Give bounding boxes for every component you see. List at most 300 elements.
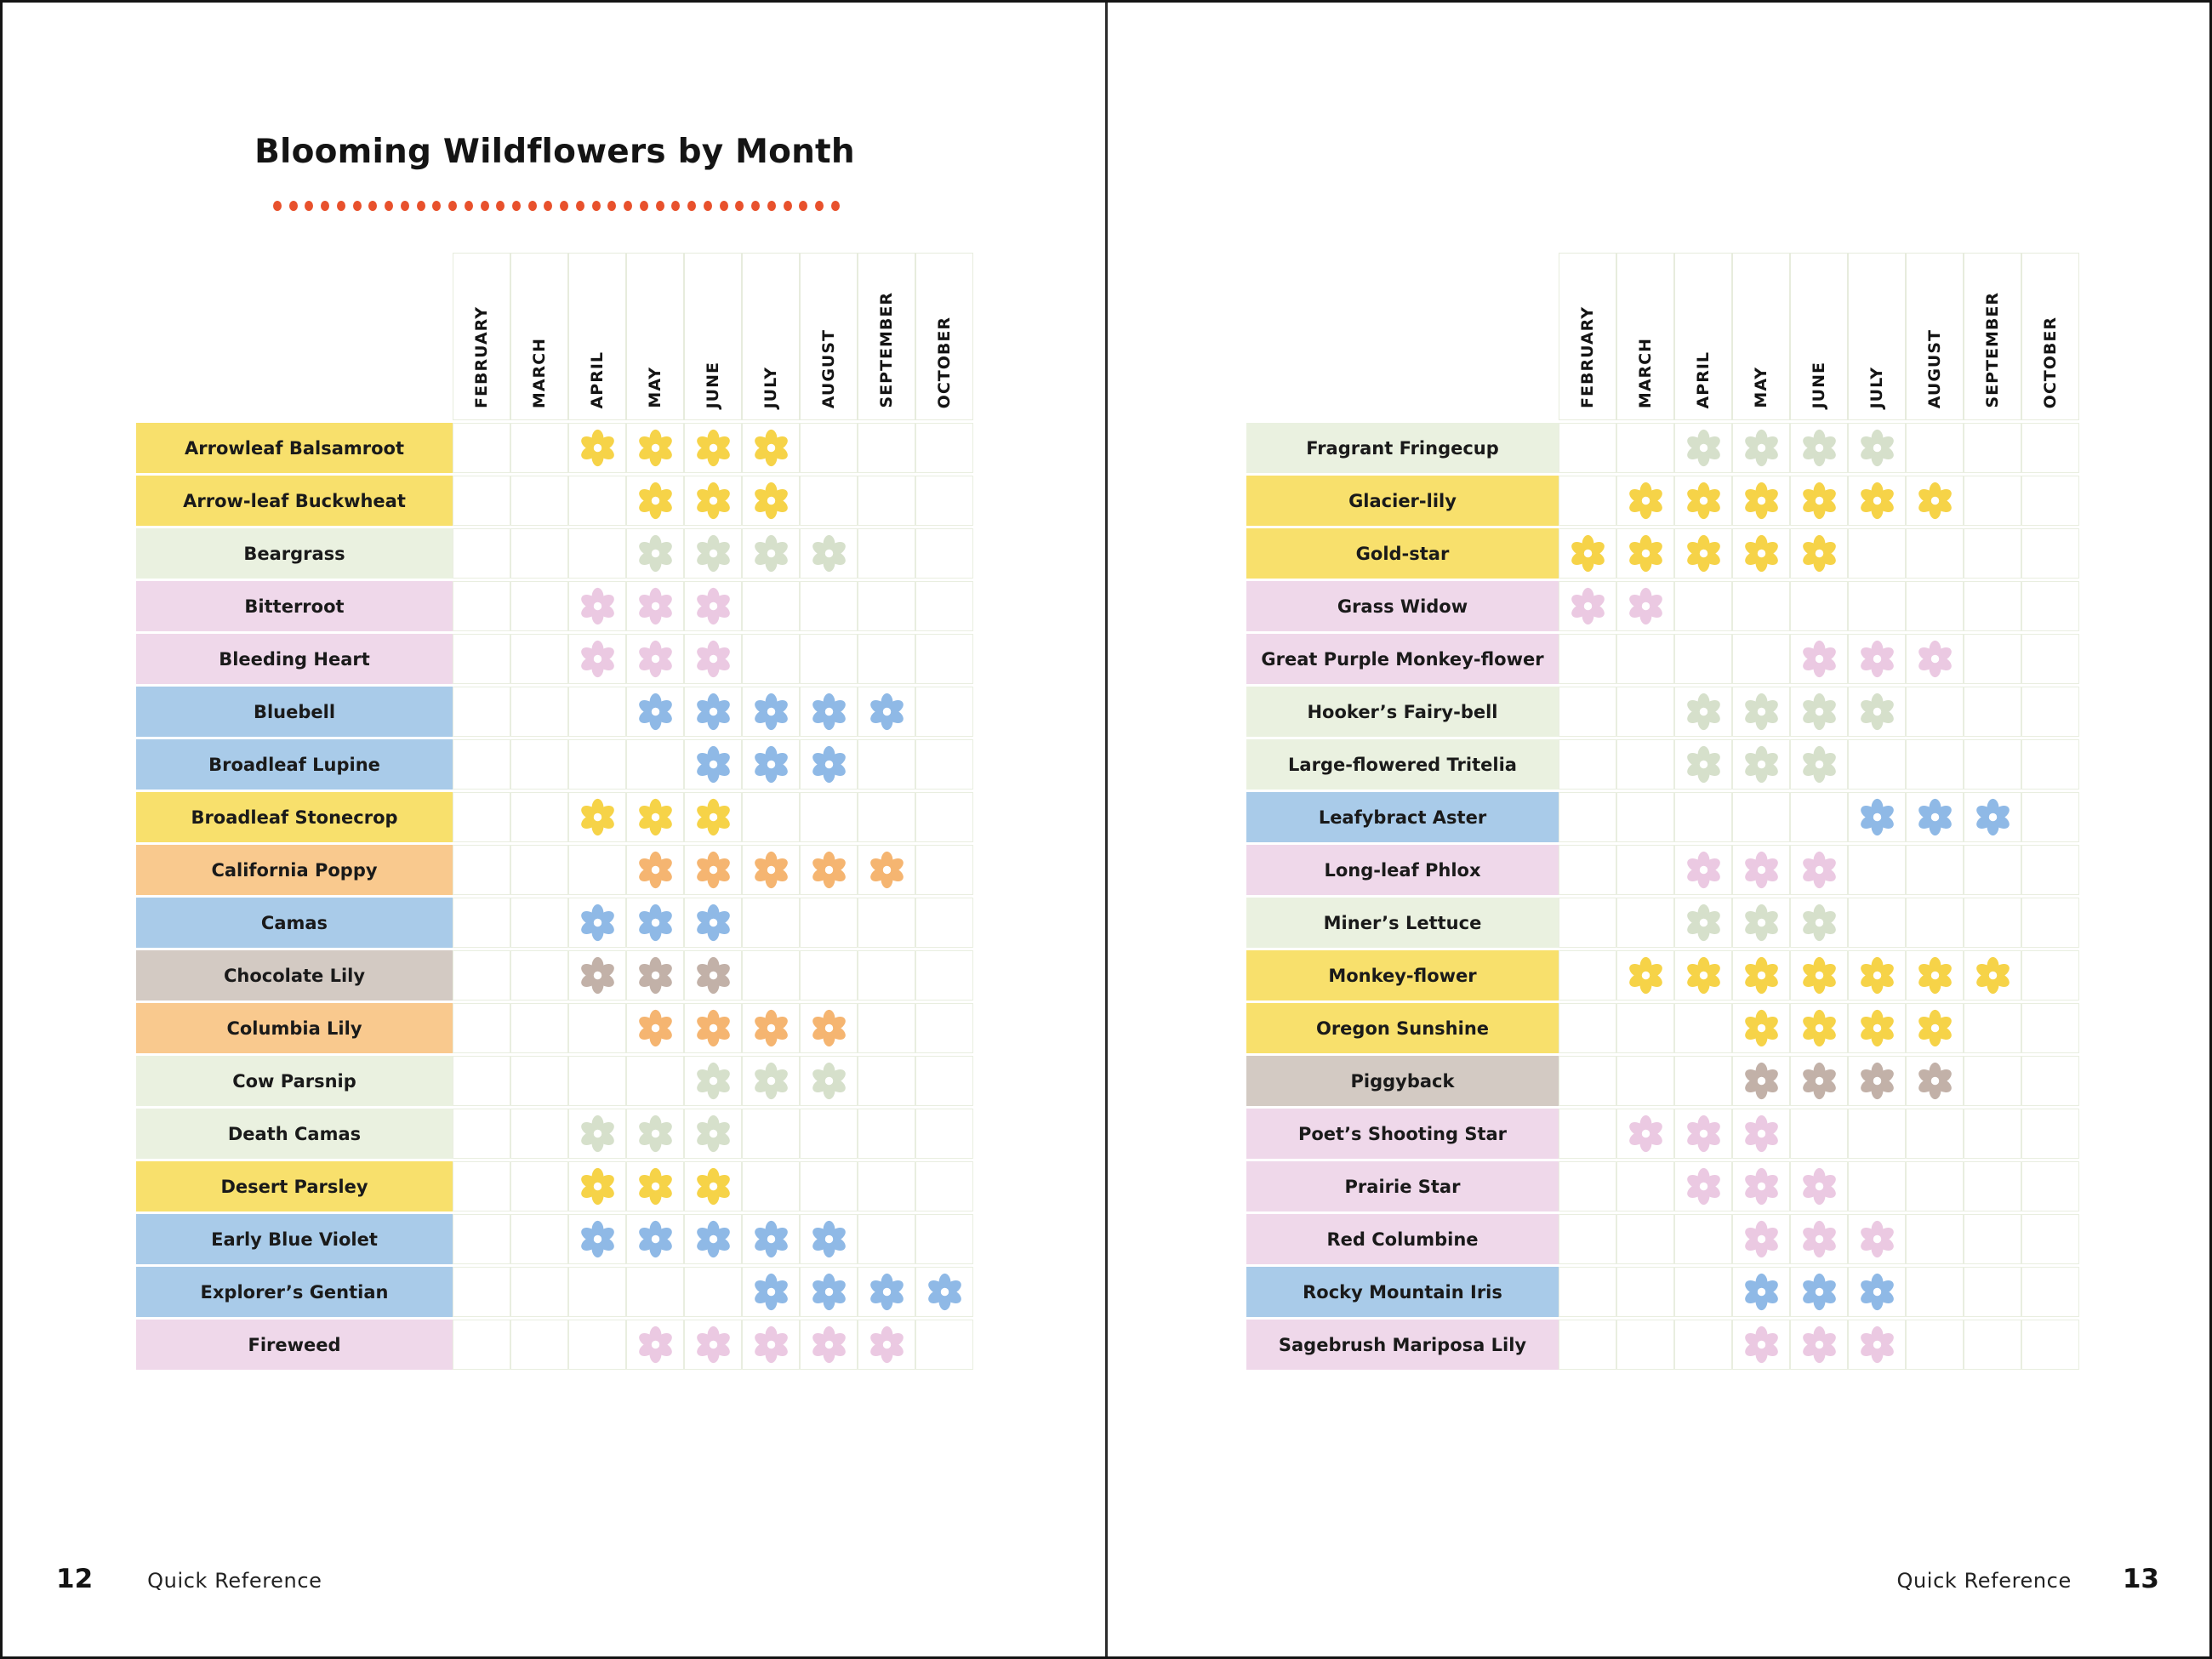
footer-right [1897, 1564, 2160, 1594]
month-label: JUNE [1810, 361, 1828, 408]
bloom-cell [858, 739, 915, 790]
bloom-cell [510, 1109, 568, 1159]
bloom-cell [1732, 581, 1790, 631]
flower-icon [694, 693, 733, 731]
month-column-header [1790, 253, 1848, 420]
flower-icon [810, 1220, 848, 1258]
month-label: AUGUST [819, 328, 838, 408]
flower-icon [1974, 956, 2012, 995]
flower-icon [1916, 1009, 1954, 1047]
table-header-corner [136, 253, 453, 420]
flower-icon [694, 1062, 733, 1100]
bloom-cell [626, 898, 684, 948]
flower-icon [1800, 1273, 1839, 1311]
bloom-cell [684, 1003, 742, 1053]
bloom-cell [1790, 1056, 1848, 1106]
flower-icon [1685, 745, 1723, 784]
flower-icon [1742, 851, 1781, 889]
bloom-cell [915, 476, 973, 526]
bloom-cell [568, 1161, 626, 1211]
bloom-cell [510, 581, 568, 631]
flower-icon [810, 534, 848, 573]
bloom-cell [626, 845, 684, 895]
bloom-cell [568, 1214, 626, 1264]
bloom-cell [1906, 476, 1964, 526]
bloom-cell [1848, 1267, 1906, 1317]
accent-dot [735, 201, 744, 211]
bloom-cell [800, 1267, 858, 1317]
bloom-cell [1906, 950, 1964, 1001]
flower-name-label: Arrow-leaf Buckwheat [136, 476, 453, 526]
flower-icon [752, 1009, 790, 1047]
bloom-cell [742, 1320, 800, 1370]
bloom-cell [800, 1320, 858, 1370]
flower-icon [1800, 640, 1839, 678]
flower-icon [1858, 1009, 1896, 1047]
bloom-cell [742, 581, 800, 631]
flower-name-label: Hooker’s Fairy-bell [1246, 687, 1559, 737]
bloom-cell [858, 792, 915, 842]
flower-icon [1742, 1115, 1781, 1153]
bloom-cell [1848, 1214, 1906, 1264]
flower-icon [752, 745, 790, 784]
bloom-cell [1906, 898, 1964, 948]
bloom-cell [800, 423, 858, 473]
bloom-cell [1732, 792, 1790, 842]
flower-icon [1742, 904, 1781, 942]
bloom-cell [1964, 950, 2021, 1001]
bloom-cell [1732, 898, 1790, 948]
bloom-cell [1732, 1056, 1790, 1106]
bloom-cell [568, 528, 626, 579]
flower-icon [636, 534, 675, 573]
flower-icon [579, 640, 617, 678]
bloom-cell [1790, 528, 1848, 579]
bloom-cell [1732, 950, 1790, 1001]
bloom-cell [1790, 845, 1848, 895]
bloom-cell [684, 792, 742, 842]
flower-name-label: Poet’s Shooting Star [1246, 1109, 1559, 1159]
bloom-cell [1964, 1003, 2021, 1053]
bloom-cell [568, 634, 626, 684]
accent-dot [368, 201, 377, 211]
month-column-header [626, 253, 684, 420]
bloom-cell [684, 423, 742, 473]
accent-dot [720, 201, 728, 211]
bloom-cell [800, 845, 858, 895]
flower-name-label: Rocky Mountain Iris [1246, 1267, 1559, 1317]
flower-icon [1800, 1062, 1839, 1100]
flower-icon [636, 904, 675, 942]
flower-icon [1742, 1167, 1781, 1206]
flower-icon [1800, 1009, 1839, 1047]
flower-icon [694, 482, 733, 520]
accent-dot [560, 201, 568, 211]
accent-dot [305, 201, 313, 211]
page-number-right: 13 [2122, 1564, 2159, 1594]
bloom-cell [453, 1109, 510, 1159]
month-column-header [684, 253, 742, 420]
bloom-cell [1790, 634, 1848, 684]
accent-dot [704, 201, 712, 211]
bloom-cell [453, 423, 510, 473]
flower-icon [810, 1062, 848, 1100]
bloom-cell [510, 1003, 568, 1053]
flower-icon [926, 1273, 964, 1311]
bloom-cell [1964, 739, 2021, 790]
bloom-cell [2021, 1161, 2079, 1211]
bloom-cell [684, 739, 742, 790]
accent-dot [671, 201, 680, 211]
flower-icon [1858, 482, 1896, 520]
flower-icon [1627, 482, 1665, 520]
accent-dot [784, 201, 792, 211]
flower-icon [694, 429, 733, 467]
month-column-header [800, 253, 858, 420]
bloom-cell [568, 581, 626, 631]
flower-name-label: Leafybract Aster [1246, 792, 1559, 842]
bloom-cell [1964, 1214, 2021, 1264]
bloom-cell [2021, 476, 2079, 526]
flower-icon [1742, 1220, 1781, 1258]
flower-icon [1685, 1115, 1723, 1153]
bloom-cell [1616, 476, 1674, 526]
flower-icon [1685, 429, 1723, 467]
bloom-cell [510, 687, 568, 737]
bloom-cell [1964, 634, 2021, 684]
bloom-cell [684, 1161, 742, 1211]
page-gutter-divider [1105, 0, 1108, 1659]
bloom-cell [1790, 581, 1848, 631]
bloom-cell [684, 476, 742, 526]
bloom-cell [453, 1003, 510, 1053]
bloom-cell [1790, 476, 1848, 526]
bloom-cell [568, 423, 626, 473]
flower-icon [1685, 693, 1723, 731]
bloom-cell [1732, 528, 1790, 579]
flower-name-label: Bitterroot [136, 581, 453, 631]
flower-icon [694, 534, 733, 573]
flower-icon [1858, 798, 1896, 836]
bloom-cell [1616, 1109, 1674, 1159]
bloom-cell [1616, 1161, 1674, 1211]
flower-icon [694, 587, 733, 625]
bloom-cell [2021, 528, 2079, 579]
flower-icon [579, 798, 617, 836]
bloom-cell [510, 845, 568, 895]
bloom-cell [1674, 1056, 1732, 1106]
flower-icon [1742, 956, 1781, 995]
bloom-cell [2021, 950, 2079, 1001]
flower-icon [579, 956, 617, 995]
bloom-cell [626, 739, 684, 790]
flower-icon [1742, 534, 1781, 573]
flower-icon [752, 482, 790, 520]
bloom-cell [1906, 528, 1964, 579]
bloom-cell [1848, 423, 1906, 473]
month-column-header [742, 253, 800, 420]
bloom-cell [568, 1109, 626, 1159]
flower-icon [636, 587, 675, 625]
bloom-cell [1848, 1003, 1906, 1053]
bloom-cell [742, 528, 800, 579]
bloom-cell [453, 1214, 510, 1264]
bloom-cell [626, 528, 684, 579]
month-column-header [858, 253, 915, 420]
flower-icon [694, 1220, 733, 1258]
flower-icon [810, 745, 848, 784]
bloom-cell [1674, 1161, 1732, 1211]
bloom-cell [568, 739, 626, 790]
bloom-cell [1616, 1214, 1674, 1264]
bloom-cell [915, 1056, 973, 1106]
bloom-cell [1559, 1267, 1616, 1317]
bloom-cell [742, 950, 800, 1001]
bloom-cell [684, 1267, 742, 1317]
flower-icon [1569, 587, 1607, 625]
bloom-cell [684, 1214, 742, 1264]
bloom-cell [453, 739, 510, 790]
flower-icon [579, 587, 617, 625]
bloom-cell [858, 950, 915, 1001]
flower-icon [1800, 429, 1839, 467]
bloom-cell [915, 1109, 973, 1159]
flower-icon [1916, 482, 1954, 520]
bloom-cell [510, 1320, 568, 1370]
flower-name-label: Long-leaf Phlox [1246, 845, 1559, 895]
bloom-cell [1964, 845, 2021, 895]
flower-name-label: Chocolate Lily [136, 950, 453, 1001]
flower-icon [752, 534, 790, 573]
bloom-cell [453, 581, 510, 631]
flower-icon [752, 1062, 790, 1100]
flower-icon [636, 693, 675, 731]
table-header-corner [1246, 253, 1559, 420]
month-column-header [915, 253, 973, 420]
bloom-cell [858, 845, 915, 895]
bloom-cell [858, 1109, 915, 1159]
accent-dot [289, 201, 298, 211]
accent-dot [815, 201, 824, 211]
bloom-cell [1559, 634, 1616, 684]
bloom-cell [626, 687, 684, 737]
bloom-cell [453, 1056, 510, 1106]
accent-dot [607, 201, 616, 211]
bloom-cell [453, 950, 510, 1001]
accent-dot [385, 201, 393, 211]
bloom-cell [858, 528, 915, 579]
bloom-cell [1732, 1214, 1790, 1264]
bloom-cell [1732, 1320, 1790, 1370]
bloom-cell [626, 581, 684, 631]
bloom-cell [1732, 845, 1790, 895]
bloom-cell [858, 634, 915, 684]
accent-dot [624, 201, 632, 211]
bloom-cell [1616, 528, 1674, 579]
flower-name-label: Bleeding Heart [136, 634, 453, 684]
bloom-cell [800, 1214, 858, 1264]
accent-dot [640, 201, 648, 211]
bloom-cell [742, 792, 800, 842]
bloom-cell [915, 528, 973, 579]
flower-icon [694, 745, 733, 784]
bloom-cell [510, 476, 568, 526]
bloom-cell [684, 687, 742, 737]
bloom-cell [1559, 898, 1616, 948]
accent-dot [496, 201, 505, 211]
bloom-cell [1616, 1056, 1674, 1106]
flower-icon [636, 640, 675, 678]
flower-name-label: Grass Widow [1246, 581, 1559, 631]
flower-icon [694, 851, 733, 889]
bloom-cell [1559, 1161, 1616, 1211]
bloom-cell [1790, 1320, 1848, 1370]
bloom-cell [684, 528, 742, 579]
bloom-cell [1616, 687, 1674, 737]
bloom-cell [1906, 634, 1964, 684]
flower-icon [1627, 1115, 1665, 1153]
bloom-table-right [1246, 253, 2079, 1370]
bloom-table-left [136, 253, 973, 1370]
flower-name-label: Fragrant Fringecup [1246, 423, 1559, 473]
bloom-cell [510, 1056, 568, 1106]
bloom-cell [1616, 739, 1674, 790]
bloom-cell [568, 476, 626, 526]
flower-icon [1858, 1220, 1896, 1258]
flower-icon [1800, 745, 1839, 784]
bloom-cell [1674, 845, 1732, 895]
bloom-cell [858, 423, 915, 473]
bloom-cell [742, 898, 800, 948]
bloom-cell [1559, 950, 1616, 1001]
bloom-cell [2021, 1320, 2079, 1370]
bloom-cell [1906, 1109, 1964, 1159]
month-column-header [1674, 253, 1732, 420]
flower-icon [752, 1325, 790, 1364]
flower-icon [1916, 956, 1954, 995]
flower-name-label: Miner’s Lettuce [1246, 898, 1559, 948]
bloom-cell [1559, 1109, 1616, 1159]
accent-dot [432, 201, 441, 211]
bloom-cell [1732, 1109, 1790, 1159]
flower-icon [1685, 956, 1723, 995]
flower-icon [1916, 798, 1954, 836]
bloom-cell [858, 1214, 915, 1264]
month-label: SEPTEMBER [877, 292, 896, 408]
bloom-cell [453, 687, 510, 737]
bloom-cell [1559, 423, 1616, 473]
bloom-cell [510, 739, 568, 790]
bloom-cell [1674, 634, 1732, 684]
month-column-header [1964, 253, 2021, 420]
bloom-cell [510, 423, 568, 473]
bloom-cell [510, 528, 568, 579]
bloom-cell [1848, 581, 1906, 631]
bloom-cell [1674, 950, 1732, 1001]
bloom-cell [915, 1320, 973, 1370]
flower-icon [810, 1009, 848, 1047]
month-label: OCTOBER [935, 316, 954, 408]
bloom-cell [1616, 581, 1674, 631]
flower-icon [810, 1273, 848, 1311]
bloom-cell [1848, 476, 1906, 526]
bloom-cell [1964, 581, 2021, 631]
bloom-cell [742, 1003, 800, 1053]
bloom-cell [1964, 476, 2021, 526]
flower-icon [694, 956, 733, 995]
bloom-cell [800, 898, 858, 948]
flower-name-label: Bluebell [136, 687, 453, 737]
bloom-cell [1906, 1214, 1964, 1264]
flower-icon [810, 851, 848, 889]
bloom-cell [568, 1267, 626, 1317]
bloom-cell [742, 1161, 800, 1211]
bloom-cell [858, 1161, 915, 1211]
bloom-cell [568, 898, 626, 948]
bloom-cell [2021, 1109, 2079, 1159]
bloom-cell [510, 1214, 568, 1264]
bloom-cell [510, 634, 568, 684]
bloom-cell [1790, 1109, 1848, 1159]
flower-icon [752, 693, 790, 731]
bloom-cell [915, 950, 973, 1001]
flower-icon [1685, 482, 1723, 520]
accent-dot [481, 201, 489, 211]
flower-icon [1569, 534, 1607, 573]
bloom-cell [1732, 687, 1790, 737]
flower-name-label: Arrowleaf Balsamroot [136, 423, 453, 473]
bloom-cell [1732, 1161, 1790, 1211]
bloom-cell [1616, 898, 1674, 948]
bloom-cell [915, 739, 973, 790]
bloom-cell [1559, 845, 1616, 895]
bloom-cell [1906, 1267, 1964, 1317]
bloom-cell [1790, 898, 1848, 948]
bloom-cell [453, 1267, 510, 1317]
flower-icon [636, 1009, 675, 1047]
bloom-cell [915, 792, 973, 842]
bloom-cell [1906, 739, 1964, 790]
month-label: APRIL [588, 351, 607, 408]
bloom-cell [1964, 1109, 2021, 1159]
flower-icon [579, 1220, 617, 1258]
bloom-cell [742, 423, 800, 473]
bloom-cell [453, 634, 510, 684]
bloom-cell [1906, 423, 1964, 473]
flower-icon [636, 429, 675, 467]
bloom-cell [568, 1056, 626, 1106]
month-label: MARCH [530, 337, 549, 408]
flower-icon [1916, 640, 1954, 678]
accent-dot [751, 201, 760, 211]
flower-icon [1627, 956, 1665, 995]
bloom-cell [626, 1109, 684, 1159]
bloom-cell [742, 1056, 800, 1106]
bloom-cell [1616, 634, 1674, 684]
bloom-cell [915, 1267, 973, 1317]
bloom-cell [1674, 528, 1732, 579]
flower-icon [1742, 693, 1781, 731]
bloom-cell [800, 950, 858, 1001]
flower-icon [810, 1325, 848, 1364]
flower-icon [1858, 956, 1896, 995]
flower-icon [1916, 1062, 1954, 1100]
bloom-cell [858, 1056, 915, 1106]
month-label: MAY [1752, 367, 1770, 408]
month-column-header [453, 253, 510, 420]
bloom-cell [915, 1161, 973, 1211]
flower-icon [636, 956, 675, 995]
